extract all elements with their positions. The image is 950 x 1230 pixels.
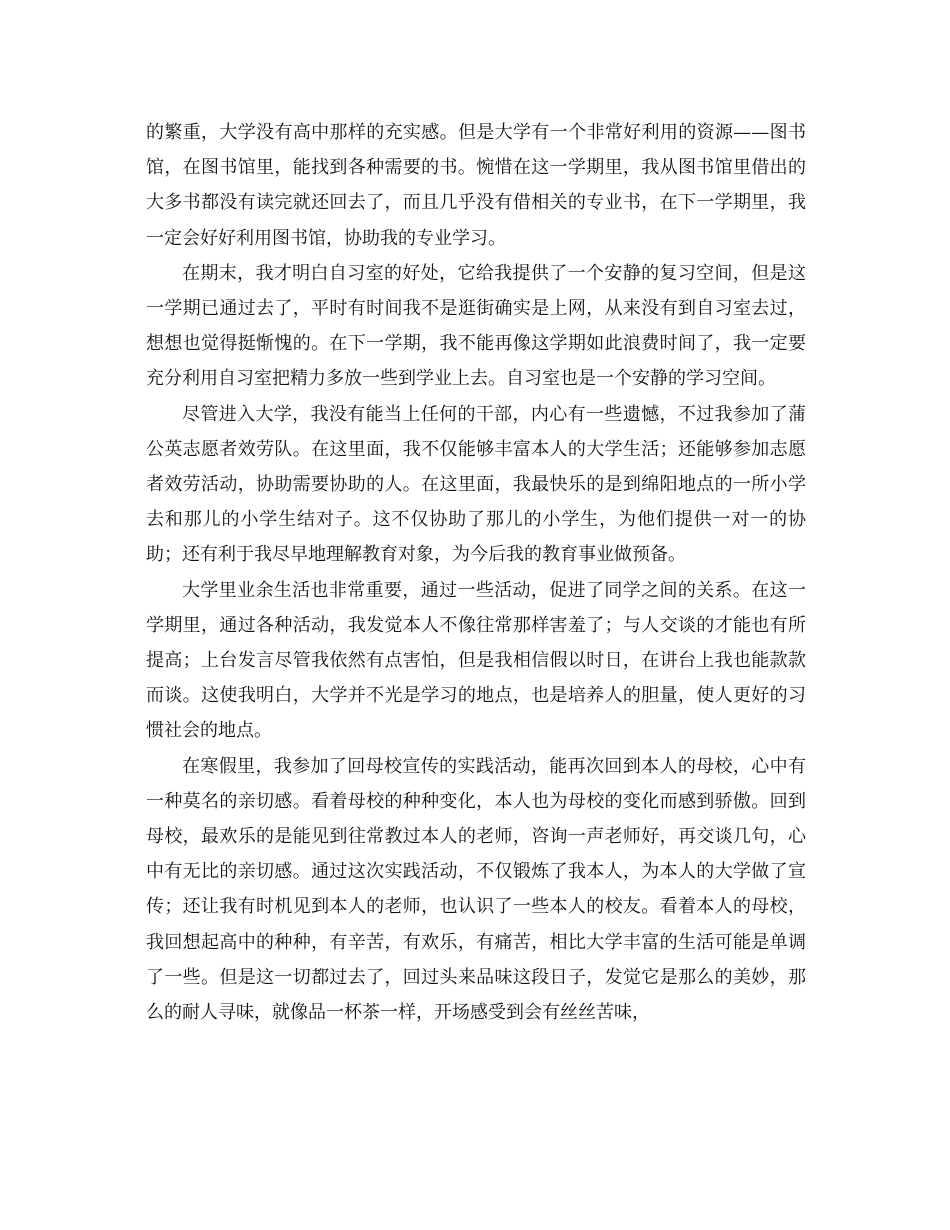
paragraph-3: 尽管进入大学，我没有能当上任何的干部，内心有一些遗憾，不过我参加了蒲公英志愿者效劳队。在这里面，我不仅能够丰富本人的大学生活；还能够参加志愿者效劳活动，协助需要协助的人。在这里面，我最快乐的是到绵阳地点的一所小学去和那儿的小学生结对子。这不仅协助了那儿的小学生，为他们提供一对一的协助；还有利于我尽早地理解教育对象，为今后我的教育事业做预备。 bbox=[146, 403, 806, 566]
paragraph-4: 大学里业余生活也非常重要，通过一些活动，促进了同学之间的关系。在这一学期里，通过各种活动，我发觉本人不像往常那样害羞了；与人交谈的才能也有所提高；上台发言尽管我依然有点害怕，但是我相信假以时日，在讲台上我也能款款而谈。这使我明白，大学并不光是学习的地点，也是培养人的胆量，使人更好的习惯社会的地点。 bbox=[146, 579, 806, 742]
paragraph-5: 在寒假里，我参加了回母校宣传的实践活动，能再次回到本人的母校，心中有一种莫名的亲切感。看着母校的种种变化，本人也为母校的变化而感到骄傲。回到母校，最欢乐的是能见到往常教过本人的老师，咨询一声老师好，再交谈几句，心中有无比的亲切感。通过这次实践活动，不仅锻炼了我本人，为本人的大学做了宣传；还让我有时机见到本人的老师，也认识了一些本人的校友。看着本人的母校，我回想起高中的种种，有辛苦，有欢乐，有痛苦，相比大学丰富的生活可能是单调了一些。但是这一切都过去了，回过头来品味这段日子，发觉它是那么的美妙，那么的耐人寻味，就像品一杯茶一样，开场感受到会有丝丝苦味， bbox=[146, 755, 806, 1024]
document-body bbox=[146, 115, 806, 1030]
paragraph-1: 的繁重，大学没有高中那样的充实感。但是大学有一个非常好利用的资源——图书馆，在图书馆里，能找到各种需要的书。惋惜在这一学期里，我从图书馆里借出的大多书都没有读完就还回去了，而且几乎没有借相关的专业书，在下一学期里，我一定会好好利用图书馆，协助我的专业学习。 bbox=[146, 122, 806, 249]
paragraph-2: 在期末，我才明白自习室的好处，它给我提供了一个安静的复习空间，但是这一学期已通过去了，平时有时间我不是逛街确实是上网，从来没有到自习室去过，想想也觉得挺惭愧的。在下一学期，我不能再像这学期如此浪费时间了，我一定要充分利用自习室把精力多放一些到学业上去。自习室也是一个安静的学习空间。 bbox=[146, 262, 806, 390]
